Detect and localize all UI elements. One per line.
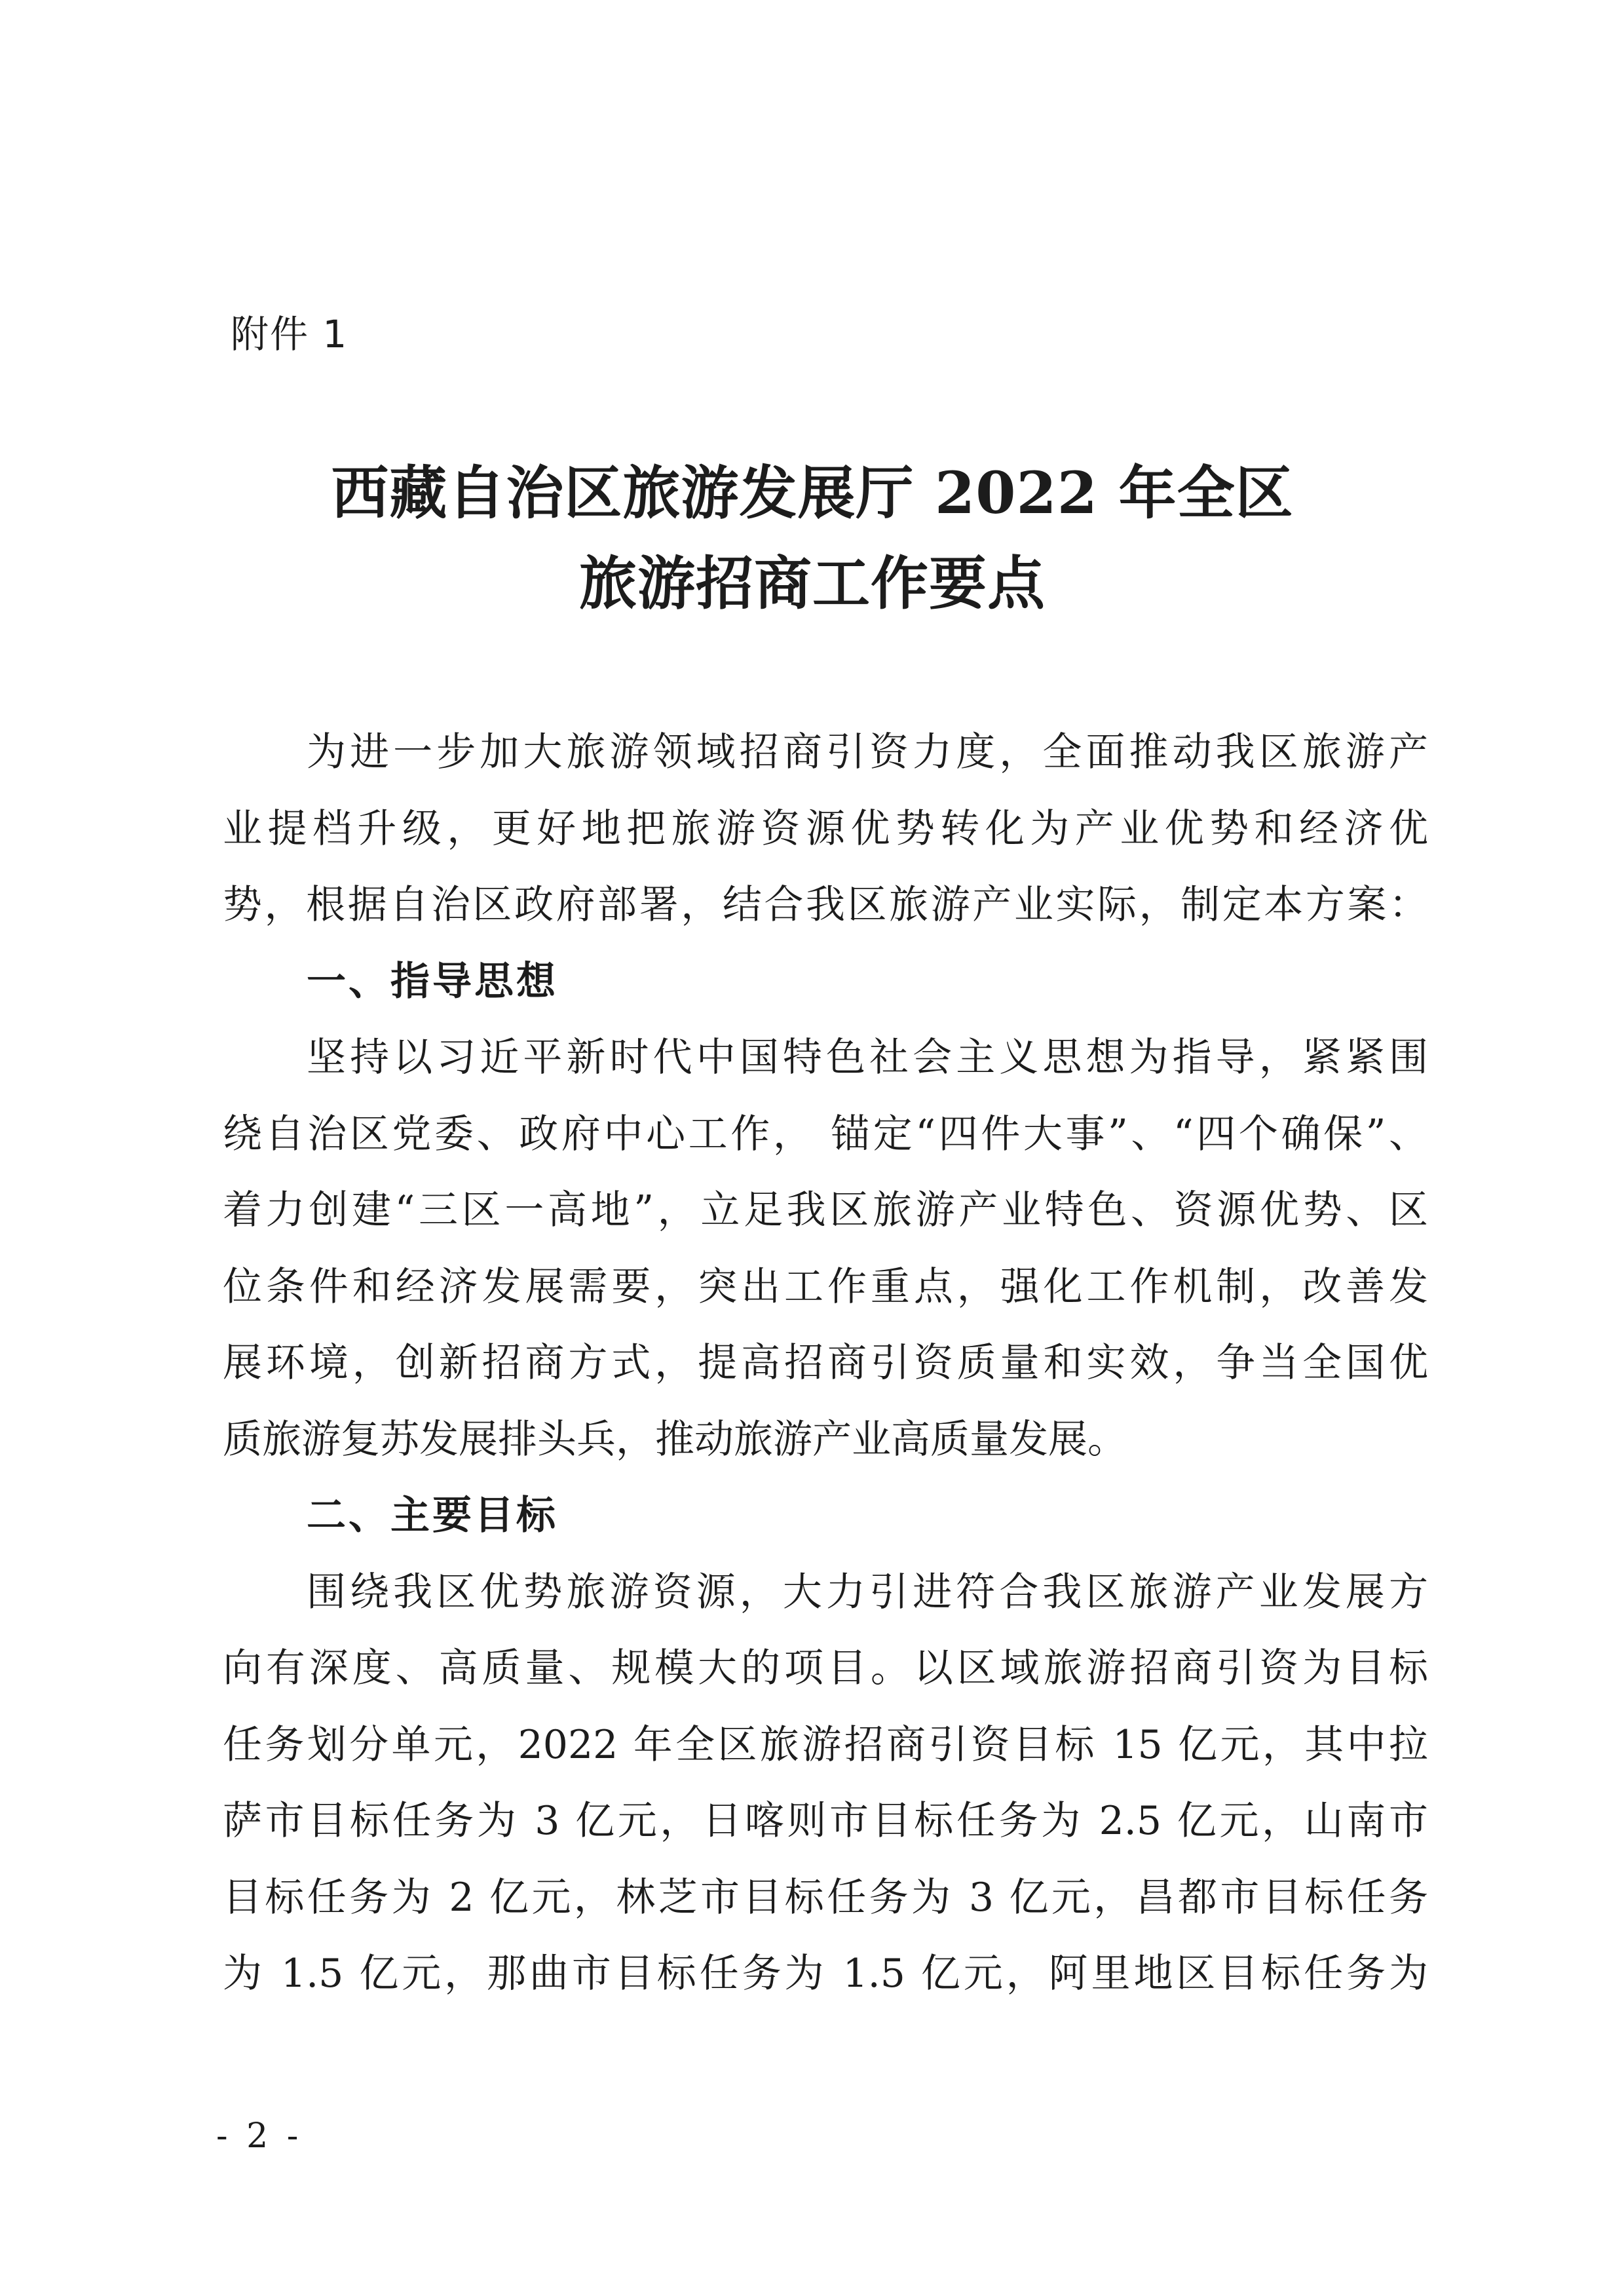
paragraph-line: 着力创建“三区一高地”，立足我区旅游产业特色、资源优势、区 [223, 1187, 1428, 1233]
intro-line: 势，根据自治区政府部署，结合我区旅游产业实际，制定本方案： [223, 882, 1428, 928]
paragraph-line: 为 1.5 亿元，那曲市目标任务为 1.5 亿元，阿里地区目标任务为 [223, 1951, 1428, 1997]
paragraph-line: 围绕我区优势旅游资源，大力引进符合我区旅游产业发展方 [307, 1569, 1428, 1615]
paragraph-line: 萨市目标任务为 3 亿元，日喀则市目标任务为 2.5 亿元，山南市 [223, 1798, 1428, 1844]
intro-line: 业提档升级，更好地把旅游资源优势转化为产业优势和经济优 [223, 805, 1428, 852]
document-title-line-2: 旅游招商工作要点 [578, 549, 1046, 617]
attachment-label: 附件 1 [231, 312, 349, 356]
paragraph-line: 任务划分单元，2022 年全区旅游招商引资目标 15 亿元，其中拉 [223, 1721, 1428, 1768]
paragraph-line: 目标任务为 2 亿元，林芝市目标任务为 3 亿元，昌都市目标任务 [223, 1874, 1428, 1921]
section-heading-main-goals: 二、主要目标 [307, 1493, 558, 1539]
paragraph-line: 坚持以习近平新时代中国特色社会主义思想为指导，紧紧围 [307, 1035, 1428, 1081]
section-heading-guiding-thought: 一、指导思想 [307, 958, 558, 1004]
paragraph-line: 展环境，创新招商方式，提高招商引资质量和实效，争当全国优 [223, 1340, 1428, 1386]
document-body [223, 714, 1428, 2012]
intro-line: 为进一步加大旅游领域招商引资力度，全面推动我区旅游产 [307, 729, 1428, 775]
paragraph-line: 向有深度、高质量、规模大的项目。以区域旅游招商引资为目标 [223, 1645, 1428, 1691]
paragraph-line: 绕自治区党委、政府中心工作， 锚定“四件大事”、“四个确保”、 [223, 1111, 1428, 1157]
paragraph-line: 质旅游复苏发展排头兵，推动旅游产业高质量发展。 [223, 1416, 1127, 1463]
paragraph-line: 位条件和经济发展需要，突出工作重点，强化工作机制，改善发 [223, 1263, 1428, 1310]
document-title-line-1: 西藏自治区旅游发展厅 2022 年全区 [331, 459, 1294, 527]
page-number: - 2 - [216, 2116, 303, 2156]
